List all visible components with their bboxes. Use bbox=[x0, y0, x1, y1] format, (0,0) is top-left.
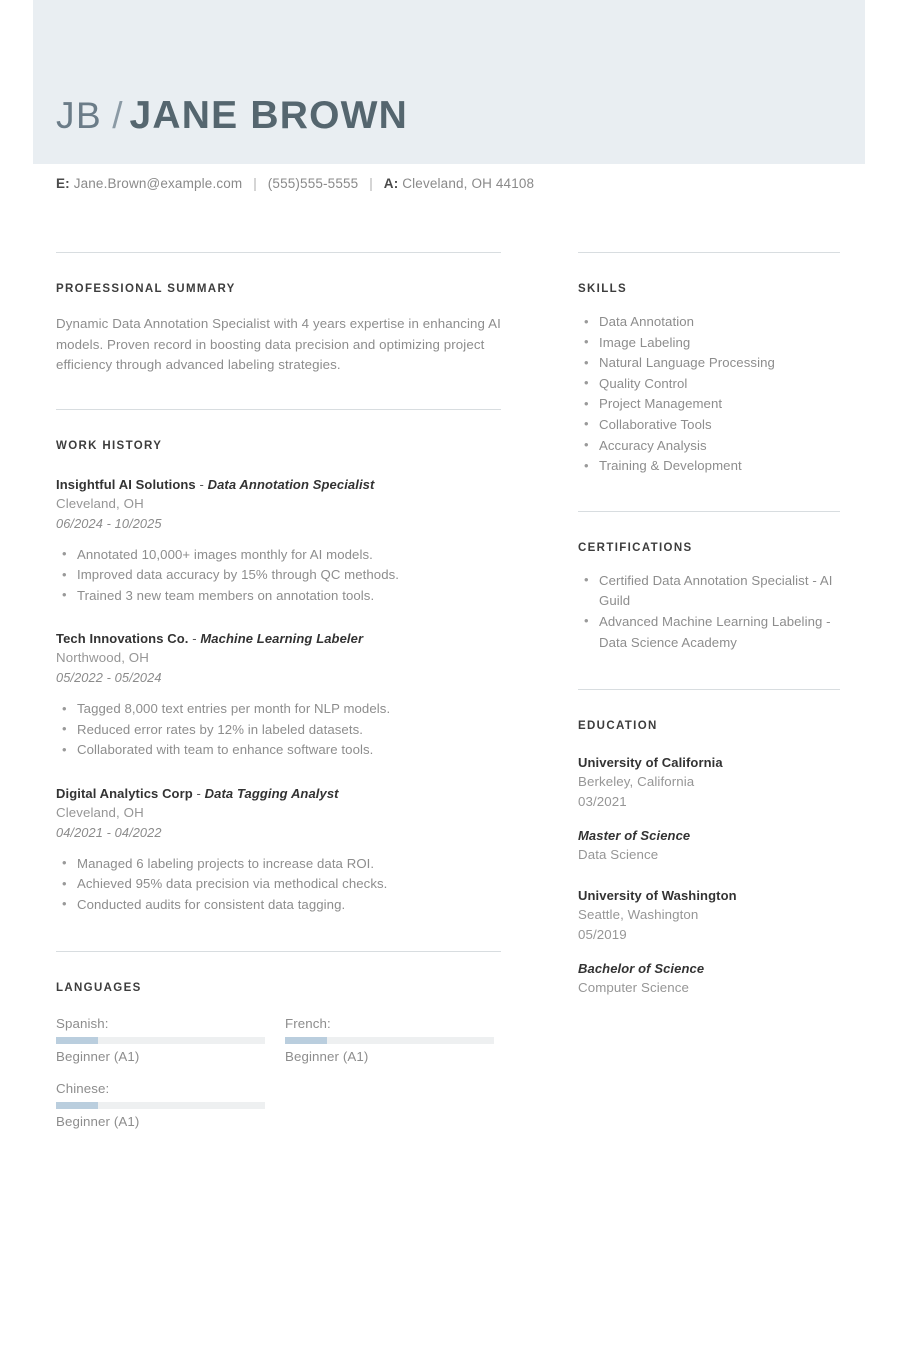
skill-item: • Collaborative Tools bbox=[578, 415, 840, 436]
education-field: Computer Science bbox=[578, 980, 689, 996]
skill-item: • Data Annotation bbox=[578, 312, 840, 333]
education-location: Berkeley, California bbox=[578, 774, 695, 790]
section-work-history bbox=[56, 409, 501, 916]
certification-item: • Advanced Machine Learning Labeling - Data Science Academy bbox=[578, 612, 840, 653]
work-entry-heading bbox=[56, 785, 501, 803]
language-name: Spanish: bbox=[56, 1016, 109, 1031]
address-value: Cleveland, OH 44108 bbox=[402, 176, 535, 191]
work-entry-location: Cleveland, OH bbox=[56, 495, 144, 511]
language-proficiency-bar bbox=[56, 1102, 265, 1109]
address-label: A: bbox=[383, 176, 399, 191]
work-entry-bullets bbox=[56, 854, 501, 916]
work-entry bbox=[56, 476, 501, 607]
work-entry-bullet: • Achieved 95% data precision via methodical checks. bbox=[56, 874, 501, 895]
work-entry-company: Digital Analytics Corp bbox=[56, 785, 193, 801]
work-entry-dash: - bbox=[192, 785, 205, 801]
skill-item: • Image Labeling bbox=[578, 333, 840, 354]
section-rule bbox=[578, 511, 840, 512]
language-proficiency-fill bbox=[56, 1037, 98, 1044]
education-school: University of California bbox=[578, 755, 723, 771]
phone-value: (555)555-5555 bbox=[267, 176, 359, 191]
language-level: Beginner (A1) bbox=[285, 1049, 369, 1064]
languages-grid bbox=[56, 1014, 501, 1131]
work-entry-dates: 06/2024 - 10/2025 bbox=[56, 515, 162, 531]
education-entry bbox=[578, 753, 840, 865]
work-entry-location: Northwood, OH bbox=[56, 650, 149, 665]
header-band bbox=[33, 0, 865, 164]
skill-item: • Quality Control bbox=[578, 374, 840, 395]
work-entry-location: Cleveland, OH bbox=[56, 804, 144, 820]
contact-divider-2: | bbox=[369, 176, 373, 191]
right-column bbox=[578, 252, 840, 998]
section-rule bbox=[56, 409, 501, 410]
work-entry-dash: - bbox=[188, 631, 201, 646]
section-education bbox=[578, 689, 840, 998]
work-entry-company: Tech Innovations Co. bbox=[56, 631, 189, 646]
skills-list bbox=[578, 312, 840, 477]
email-label: E: bbox=[56, 176, 70, 191]
email-value: Jane.Brown@example.com bbox=[73, 176, 243, 191]
section-title-work-history: WORK HISTORY bbox=[56, 439, 163, 452]
name-separator: / bbox=[112, 95, 123, 136]
skill-item: • Training & Development bbox=[578, 456, 840, 477]
section-certifications bbox=[578, 511, 840, 653]
section-title-professional-summary: PROFESSIONAL SUMMARY bbox=[56, 283, 236, 295]
work-entry-bullet: • Annotated 10,000+ images monthly for AI models. bbox=[56, 545, 501, 566]
section-skills bbox=[578, 252, 840, 477]
language-item bbox=[285, 1014, 494, 1066]
work-entry-bullets bbox=[56, 699, 501, 761]
education-degree: Bachelor of Science bbox=[578, 961, 705, 977]
section-title-skills: SKILLS bbox=[578, 283, 627, 295]
language-item bbox=[56, 1014, 265, 1066]
work-entry-bullet: • Reduced error rates by 12% in labeled datasets. bbox=[56, 720, 501, 741]
skill-item: • Accuracy Analysis bbox=[578, 436, 840, 457]
work-entry bbox=[56, 785, 501, 916]
section-rule bbox=[56, 252, 501, 253]
contact-line bbox=[56, 176, 534, 191]
work-entry-dates: 04/2021 - 04/2022 bbox=[56, 824, 162, 840]
education-school: University of Washington bbox=[578, 888, 737, 904]
language-level: Beginner (A1) bbox=[56, 1049, 140, 1064]
work-entry-heading bbox=[56, 476, 501, 494]
education-location: Seattle, Washington bbox=[578, 907, 699, 923]
section-languages bbox=[56, 951, 501, 1131]
work-entry-role: Data Annotation Specialist bbox=[207, 476, 375, 492]
summary-text: Dynamic Data Annotation Specialist with 4 years expertise in enhancing AI models. Proven record in boosting data precision and optimizing project efficiency through advanced labeling strategies. bbox=[56, 316, 501, 372]
section-rule bbox=[578, 252, 840, 253]
skill-item: • Project Management bbox=[578, 394, 840, 415]
work-entry-heading bbox=[56, 630, 501, 648]
contact-divider-1: | bbox=[253, 176, 257, 191]
work-entry bbox=[56, 630, 501, 761]
education-date: 03/2021 bbox=[578, 794, 627, 810]
work-entry-bullet: • Tagged 8,000 text entries per month for NLP models. bbox=[56, 699, 501, 720]
certifications-list bbox=[578, 571, 840, 653]
skill-item: • Natural Language Processing bbox=[578, 353, 840, 374]
left-column bbox=[56, 252, 501, 1131]
work-entry-dash: - bbox=[195, 476, 208, 492]
full-name: JANE BROWN bbox=[129, 94, 408, 137]
education-entry bbox=[578, 886, 840, 998]
education-degree: Master of Science bbox=[578, 828, 691, 844]
section-rule bbox=[578, 689, 840, 690]
work-entry-bullet: • Collaborated with team to enhance software tools. bbox=[56, 740, 501, 761]
language-name: French: bbox=[285, 1016, 331, 1031]
language-proficiency-fill bbox=[56, 1102, 98, 1109]
work-entry-company: Insightful AI Solutions bbox=[56, 476, 196, 492]
section-rule bbox=[56, 951, 501, 952]
work-entry-dates: 05/2022 - 05/2024 bbox=[56, 670, 162, 685]
education-field: Data Science bbox=[578, 847, 659, 863]
language-name: Chinese: bbox=[56, 1081, 110, 1096]
language-proficiency-bar bbox=[285, 1037, 494, 1044]
work-entry-bullet: • Trained 3 new team members on annotation tools. bbox=[56, 586, 501, 607]
language-item bbox=[56, 1079, 265, 1131]
language-proficiency-fill bbox=[285, 1037, 327, 1044]
work-entry-role: Data Tagging Analyst bbox=[204, 785, 339, 801]
work-entry-role: Machine Learning Labeler bbox=[200, 631, 364, 646]
section-professional-summary bbox=[56, 252, 501, 376]
education-date: 05/2019 bbox=[578, 927, 627, 943]
language-proficiency-bar bbox=[56, 1037, 265, 1044]
work-entry-bullet: • Managed 6 labeling projects to increase data ROI. bbox=[56, 854, 501, 875]
section-title-languages: LANGUAGES bbox=[56, 982, 142, 994]
work-entry-bullet: • Conducted audits for consistent data tagging. bbox=[56, 895, 501, 916]
work-entry-bullet: • Improved data accuracy by 15% through QC methods. bbox=[56, 565, 501, 586]
language-level: Beginner (A1) bbox=[56, 1114, 140, 1129]
initials: JB bbox=[56, 95, 103, 136]
section-title-education: EDUCATION bbox=[578, 720, 658, 733]
work-entry-bullets bbox=[56, 545, 501, 607]
section-title-certifications: CERTIFICATIONS bbox=[578, 541, 693, 554]
certification-item: • Certified Data Annotation Specialist - AI Guild bbox=[578, 571, 840, 612]
name-heading bbox=[56, 96, 408, 135]
